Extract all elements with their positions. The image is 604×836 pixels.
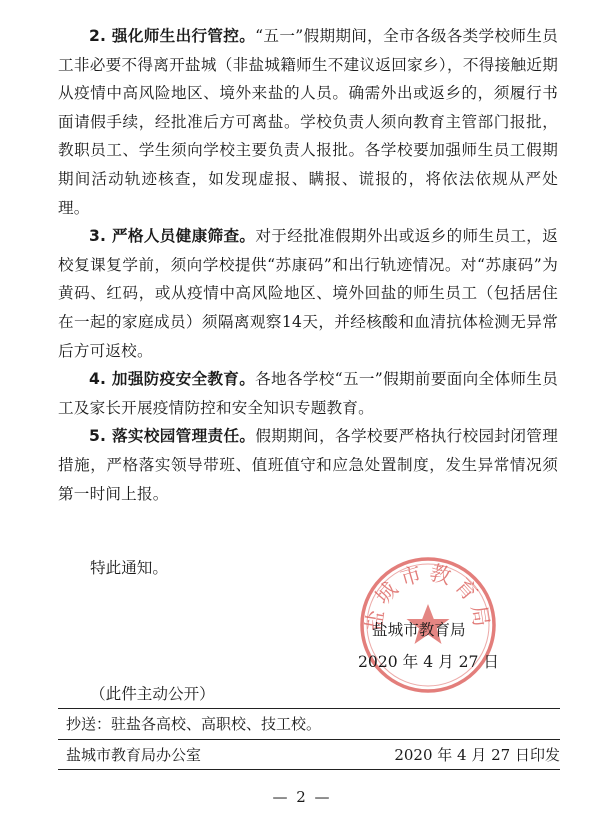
document-body (58, 22, 558, 508)
closing-text: 特此通知。 (90, 559, 168, 577)
paragraph-2-heading: 2. 强化师生出行管控。 (89, 27, 256, 45)
svg-text:盐城市教育局: 盐城市教育局 (361, 560, 495, 634)
footer-rule-bottom (58, 769, 560, 770)
issuing-office: 盐城市教育局办公室 (66, 746, 202, 764)
signature-date: 2020 年 4 月 27 日 (358, 653, 500, 671)
paragraph-3-heading: 3. 严格人员健康筛查。 (89, 227, 256, 246)
paragraph-3 (58, 222, 558, 365)
paragraph-2-text: “五一”假期期间，全市各级各类学校师生员工非必要不得离开盐城（非盐城籍师生不建议返回家乡），不得接触近期从疫情中高风险地区、境外来盐的人员。确需外出或返乡的，须履行书面请假手续，经批准后方可离盐。学校负责人须向教育主管部门报批，教职员工、学生须向学校主要负责人报批。各学校要加强师生员工假期期间活动轨迹核查，如发现虚报、瞒报、谎报的，将依法依规从严处理。 (58, 27, 558, 217)
paragraph-2 (58, 22, 558, 222)
paragraph-5-heading: 5. 落实校园管理责任。 (89, 427, 256, 446)
page-number: — 2 — (272, 788, 332, 806)
paragraph-4 (58, 365, 558, 422)
paragraph-4-text: 各地各学校“五一”假期前要面向全体师生员工及家长开展疫情防控和安全知识专题教育。 (58, 370, 558, 417)
paragraph-3-text: 对于经批准假期外出或返乡的师生员工，返校复课复学前，须向学校提供“苏康码”和出行轨迹情况。对“苏康码”为黄码、红码，或从疫情中高风险地区、境外回盐的师生员工（包括居住在一起的家庭成员）须隔离观察14天，并经核酸和血清抗体检测无异常后方可返校。 (58, 227, 558, 360)
footer-rule-middle (58, 739, 560, 740)
paragraph-4-heading: 4. 加强防疫安全教育。 (89, 370, 256, 389)
cc-recipients: 抄送：驻盐各高校、高职校、技工校。 (66, 715, 322, 733)
paragraph-5-text: 假期期间，各学校要严格执行校园封闭管理措施，严格落实领导带班、值班值守和应急处置制度，发生异常情况须第一时间上报。 (58, 427, 558, 503)
signature-organization: 盐城市教育局 (372, 621, 466, 639)
issue-date: 2020 年 4 月 27 日印发 (394, 746, 560, 764)
footer-rule-top (58, 708, 560, 709)
paragraph-5 (58, 422, 558, 508)
public-disclosure-note: （此件主动公开） (90, 685, 215, 703)
